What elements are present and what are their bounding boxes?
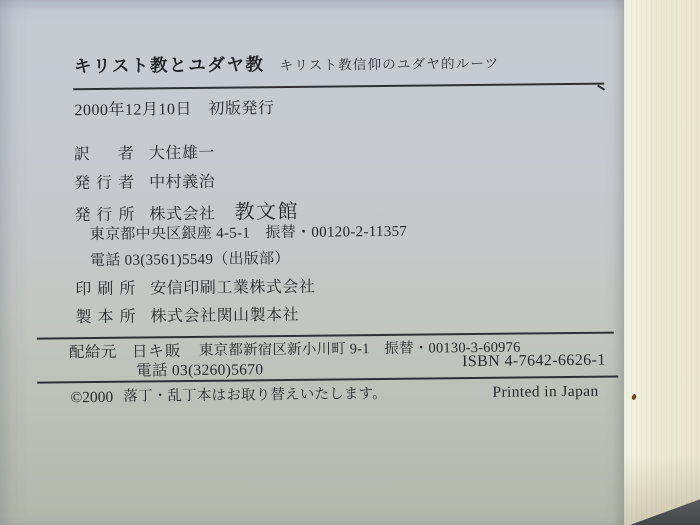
distributor-phone: 電話 03(3260)5670 [136,361,264,380]
distributor-agent: 日キ販 [131,343,182,361]
credit-row-translator [74,145,215,165]
binder-label: 製本所 [75,308,136,327]
distributor-label: 配給元 [68,343,118,362]
credit-label: 発行者 [74,174,135,193]
credit-label: 発行所 [74,206,135,225]
distributor-address: 東京都新宿区新小川町 9-1 振替・00130-3-60976 [198,339,521,359]
printer-label: 印刷所 [75,280,136,299]
credit-label: 訳 者 [73,145,134,164]
credit-value: 大住雄一 [148,144,215,163]
edition-date: 2000年12月10日 初版発行 [74,100,275,120]
title-rule [73,83,604,91]
replacement-notice: 落丁・乱丁本はお取り替えいたします。 [123,385,387,405]
printer-row [75,279,315,300]
binder-value: 株式会社関山製本社 [150,306,300,326]
credit-value: 中村義治 [149,173,216,192]
page-fore-edge [616,0,700,525]
distributor-rule-top [37,332,614,340]
distributor-rule-bottom [37,376,618,384]
credit-value: 株式会社 [149,205,216,224]
credit-row-publisher-company [74,201,299,226]
printer-value: 安信印刷工業株式会社 [150,278,316,298]
book-title: キリスト教とユダヤ教 [73,54,265,77]
printed-in-japan: Printed in Japan [492,382,599,401]
title-row [74,52,500,77]
credit-row-publisher-person [74,174,215,194]
copyright-year: ©2000 [70,388,114,407]
publisher-name-emphasis: 教文館 [234,200,300,224]
binder-row [75,307,299,328]
book-subtitle: キリスト教信仰のユダヤ的ルーツ [279,55,500,74]
publisher-phone: 電話 03(3561)5549（出版部） [89,250,290,270]
publisher-address: 東京都中央区銀座 4-5-1 振替・00120-2-11357 [89,223,408,244]
isbn-number: ISBN 4-7642-6626-1 [461,351,606,371]
